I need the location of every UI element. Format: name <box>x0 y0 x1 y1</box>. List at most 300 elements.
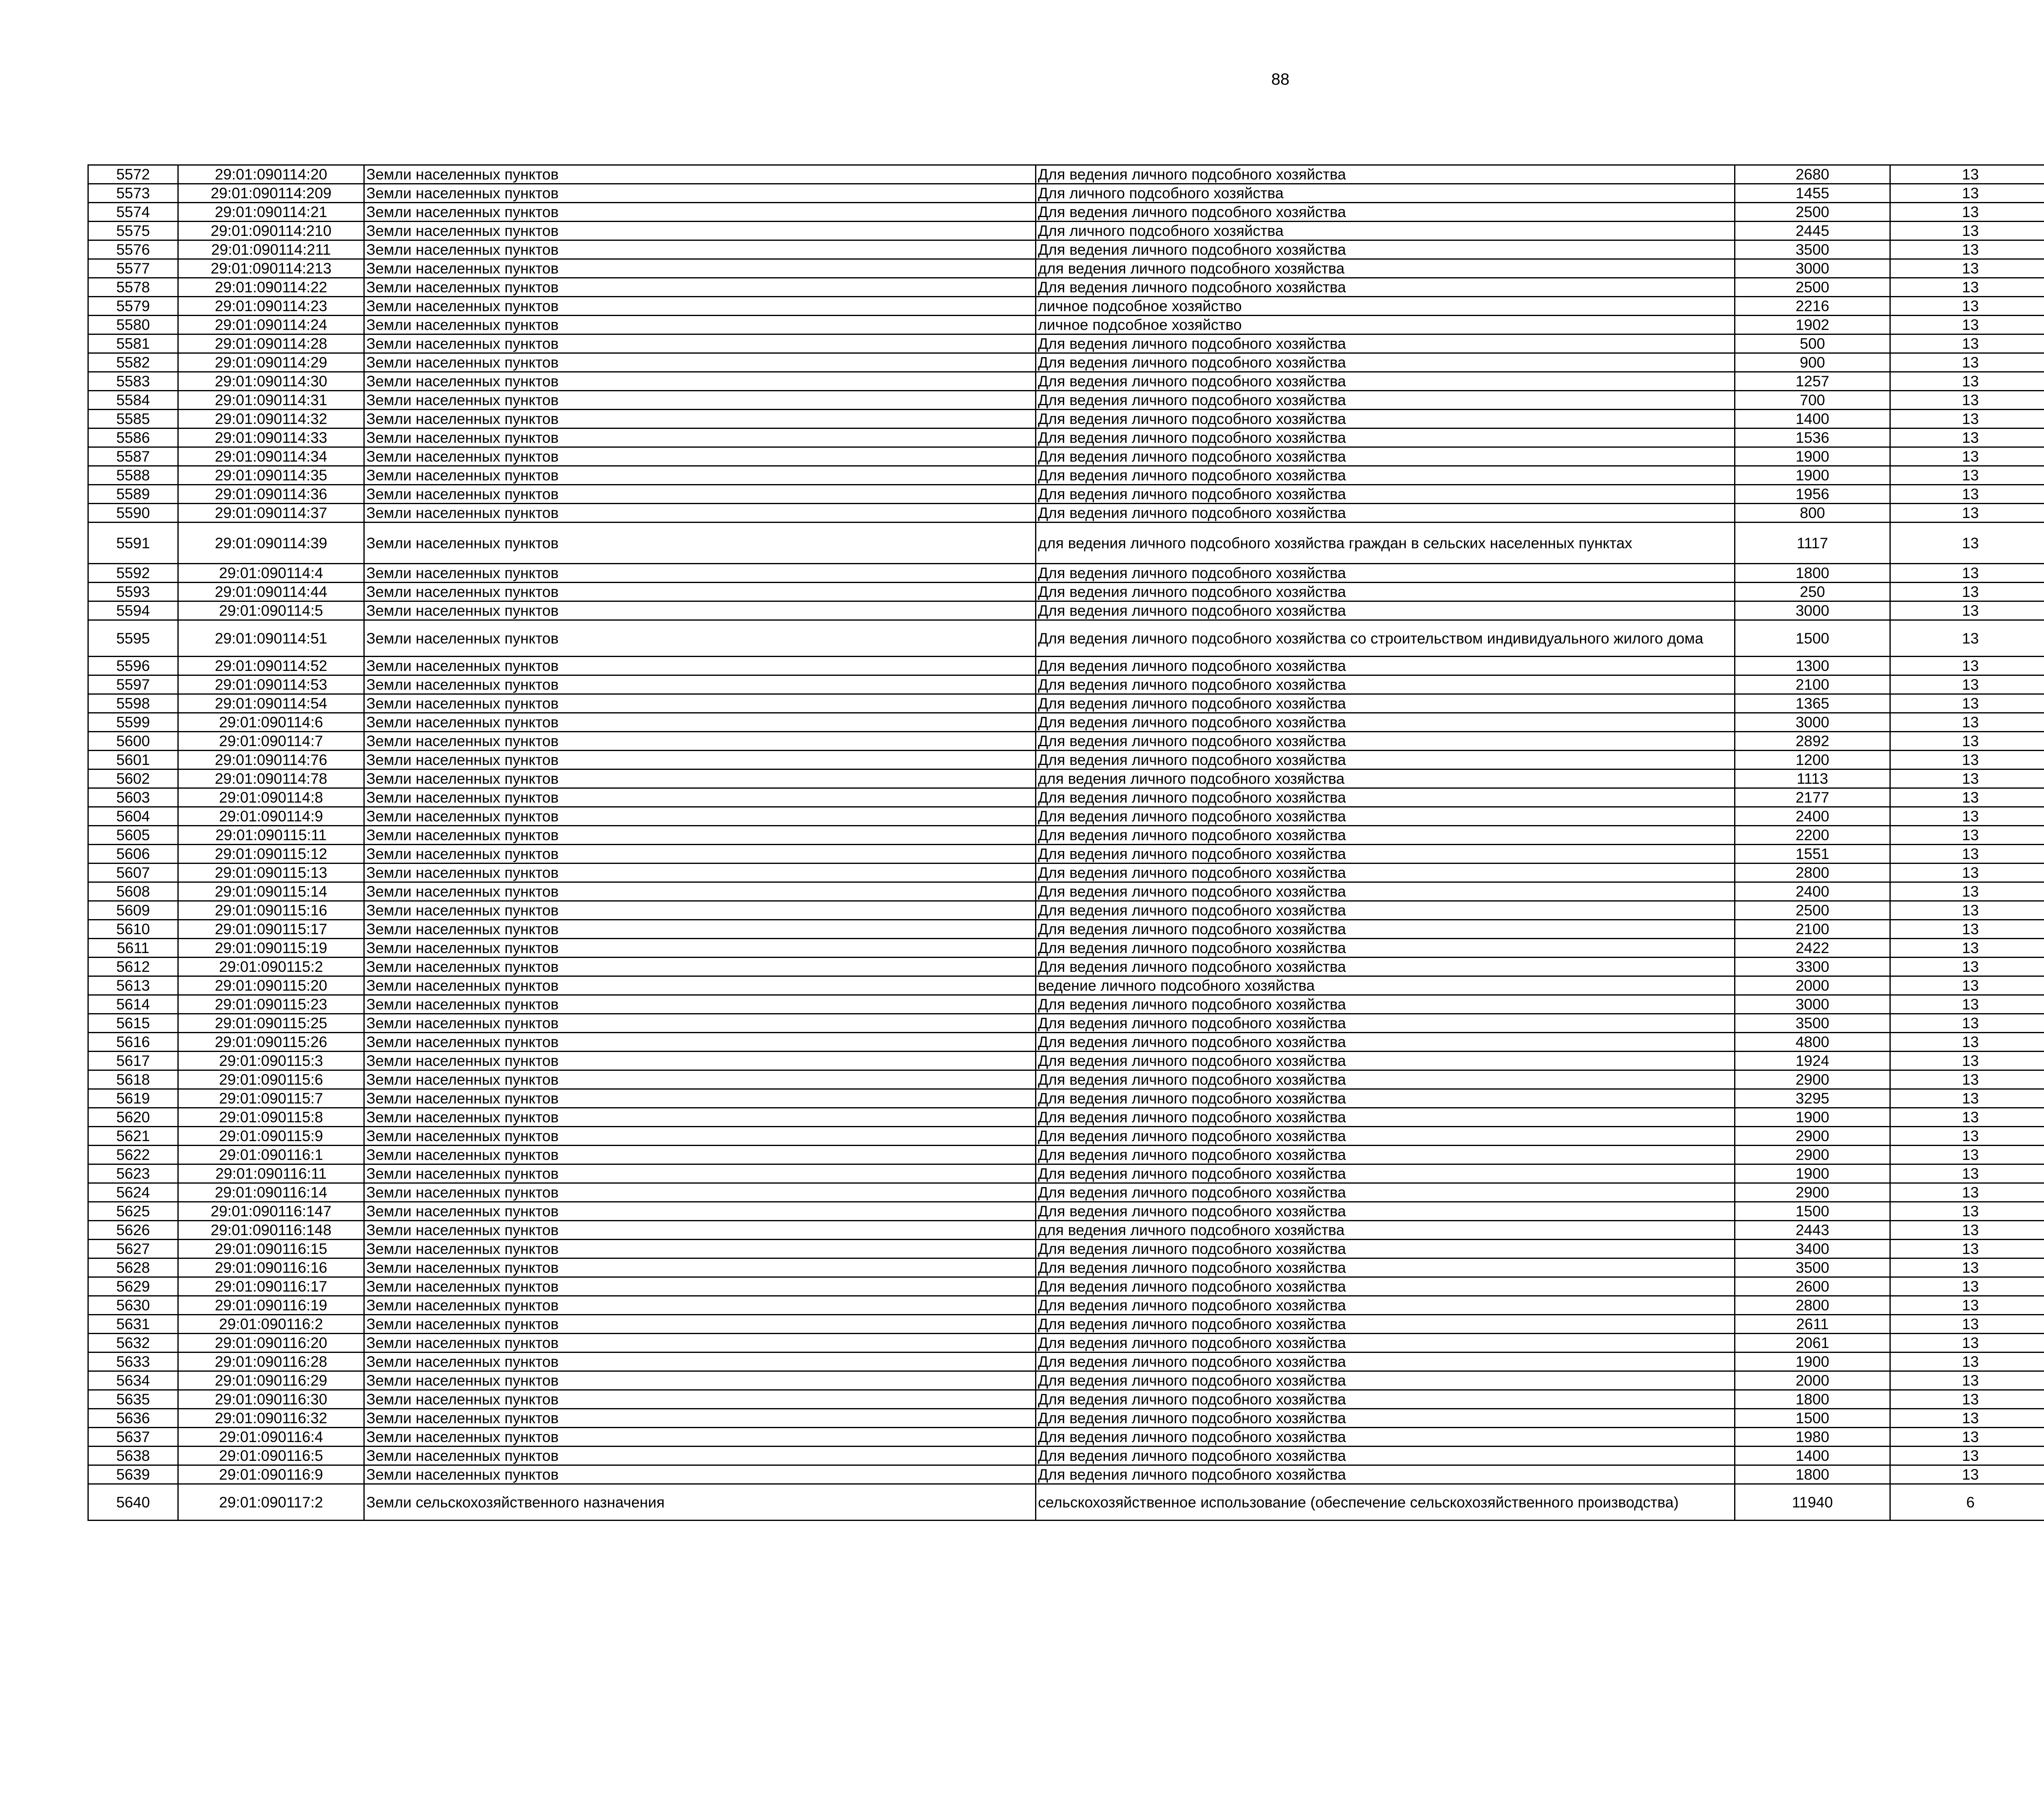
cell-land-category: Земли населенных пунктов <box>364 410 1036 428</box>
cell-land-category: Земли населенных пунктов <box>364 1221 1036 1240</box>
cell-permitted-use: Для ведения личного подсобного хозяйства <box>1036 1070 1735 1089</box>
table-row <box>88 1465 2044 1484</box>
cell-use-group: 13 <box>1890 504 2044 523</box>
cell-use-group: 13 <box>1890 920 2044 939</box>
cell-land-category: Земли населенных пунктов <box>364 1315 1036 1334</box>
cell-cadastral-number: 29:01:090115:26 <box>178 1033 364 1052</box>
cell-row-number: 5578 <box>88 278 178 297</box>
cell-cadastral-number: 29:01:090114:37 <box>178 504 364 523</box>
cell-area: 1500 <box>1735 1202 1890 1221</box>
cell-cadastral-number: 29:01:090114:31 <box>178 391 364 410</box>
cell-row-number: 5631 <box>88 1315 178 1334</box>
cell-land-category: Земли населенных пунктов <box>364 523 1036 564</box>
cell-row-number: 5612 <box>88 958 178 976</box>
cell-use-group: 13 <box>1890 1428 2044 1447</box>
cell-land-category: Земли населенных пунктов <box>364 1447 1036 1465</box>
cell-cadastral-number: 29:01:090115:12 <box>178 845 364 864</box>
cell-permitted-use: личное подсобное хозяйство <box>1036 316 1735 334</box>
cell-permitted-use: Для ведения личного подсобного хозяйства <box>1036 410 1735 428</box>
table-row <box>88 564 2044 583</box>
cell-row-number: 5629 <box>88 1277 178 1296</box>
table-row <box>88 995 2044 1014</box>
cell-permitted-use: Для ведения личного подсобного хозяйства <box>1036 391 1735 410</box>
cell-cadastral-number: 29:01:090116:19 <box>178 1296 364 1315</box>
cell-area: 2422 <box>1735 939 1890 958</box>
cell-permitted-use: Для ведения личного подсобного хозяйства <box>1036 751 1735 769</box>
cell-area: 2892 <box>1735 732 1890 751</box>
table-row <box>88 1315 2044 1334</box>
cell-area: 2800 <box>1735 864 1890 882</box>
cell-cadastral-number: 29:01:090115:20 <box>178 976 364 995</box>
cell-permitted-use: Для ведения личного подсобного хозяйства <box>1036 372 1735 391</box>
table-row <box>88 1183 2044 1202</box>
cell-land-category: Земли населенных пунктов <box>364 1089 1036 1108</box>
table-row <box>88 1258 2044 1277</box>
cell-cadastral-number: 29:01:090114:5 <box>178 601 364 620</box>
cell-use-group: 13 <box>1890 751 2044 769</box>
cell-permitted-use: личное подсобное хозяйство <box>1036 297 1735 316</box>
cell-row-number: 5598 <box>88 694 178 713</box>
cell-use-group: 13 <box>1890 713 2044 732</box>
cell-area: 250 <box>1735 583 1890 601</box>
cell-area: 2177 <box>1735 788 1890 807</box>
cell-land-category: Земли населенных пунктов <box>364 1033 1036 1052</box>
cell-cadastral-number: 29:01:090114:210 <box>178 222 364 240</box>
cell-use-group: 13 <box>1890 1070 2044 1089</box>
cell-cadastral-number: 29:01:090116:15 <box>178 1240 364 1258</box>
cell-use-group: 13 <box>1890 675 2044 694</box>
cell-use-group: 13 <box>1890 694 2044 713</box>
cell-use-group: 13 <box>1890 1352 2044 1371</box>
cell-cadastral-number: 29:01:090114:209 <box>178 184 364 203</box>
cell-use-group: 13 <box>1890 222 2044 240</box>
cell-area: 3000 <box>1735 259 1890 278</box>
cell-row-number: 5576 <box>88 240 178 259</box>
cell-area: 900 <box>1735 353 1890 372</box>
cell-permitted-use: Для личного подсобного хозяйства <box>1036 184 1735 203</box>
cell-area: 1900 <box>1735 447 1890 466</box>
cell-cadastral-number: 29:01:090114:54 <box>178 694 364 713</box>
cell-permitted-use: Для ведения личного подсобного хозяйства <box>1036 1052 1735 1070</box>
cell-cadastral-number: 29:01:090115:13 <box>178 864 364 882</box>
table-row <box>88 334 2044 353</box>
cell-row-number: 5575 <box>88 222 178 240</box>
cell-row-number: 5579 <box>88 297 178 316</box>
table-row <box>88 601 2044 620</box>
table-row <box>88 939 2044 958</box>
cell-use-group: 13 <box>1890 1258 2044 1277</box>
cell-land-category: Земли населенных пунктов <box>364 316 1036 334</box>
cell-area: 2680 <box>1735 165 1890 184</box>
cell-area: 2500 <box>1735 278 1890 297</box>
table-row <box>88 316 2044 334</box>
cell-land-category: Земли населенных пунктов <box>364 297 1036 316</box>
cell-row-number: 5627 <box>88 1240 178 1258</box>
table-row <box>88 751 2044 769</box>
cell-area: 2445 <box>1735 222 1890 240</box>
table-row <box>88 485 2044 504</box>
cell-area: 1400 <box>1735 410 1890 428</box>
cell-cadastral-number: 29:01:090115:6 <box>178 1070 364 1089</box>
cell-land-category: Земли населенных пунктов <box>364 1108 1036 1127</box>
cell-row-number: 5604 <box>88 807 178 826</box>
cell-use-group: 6 <box>1890 1484 2044 1521</box>
table-row <box>88 410 2044 428</box>
cell-permitted-use: Для ведения личного подсобного хозяйства <box>1036 466 1735 485</box>
cell-land-category: Земли населенных пунктов <box>364 1127 1036 1146</box>
cell-area: 3400 <box>1735 1240 1890 1258</box>
cell-row-number: 5600 <box>88 732 178 751</box>
cell-cadastral-number: 29:01:090116:9 <box>178 1465 364 1484</box>
cell-cadastral-number: 29:01:090115:23 <box>178 995 364 1014</box>
cell-area: 2500 <box>1735 203 1890 222</box>
cell-land-category: Земли населенных пунктов <box>364 620 1036 657</box>
cell-cadastral-number: 29:01:090116:20 <box>178 1334 364 1352</box>
table-row <box>88 620 2044 657</box>
cell-permitted-use: Для ведения личного подсобного хозяйства <box>1036 1296 1735 1315</box>
cell-cadastral-number: 29:01:090115:25 <box>178 1014 364 1033</box>
cell-area: 1500 <box>1735 1409 1890 1428</box>
cell-area: 3500 <box>1735 240 1890 259</box>
cell-land-category: Земли населенных пунктов <box>364 278 1036 297</box>
cell-cadastral-number: 29:01:090114:22 <box>178 278 364 297</box>
cell-use-group: 13 <box>1890 1465 2044 1484</box>
cell-row-number: 5640 <box>88 1484 178 1521</box>
table-row <box>88 1221 2044 1240</box>
cell-land-category: Земли населенных пунктов <box>364 976 1036 995</box>
cell-area: 1551 <box>1735 845 1890 864</box>
table-row <box>88 297 2044 316</box>
cell-cadastral-number: 29:01:090114:33 <box>178 428 364 447</box>
cell-use-group: 13 <box>1890 316 2044 334</box>
cell-land-category: Земли населенных пунктов <box>364 1258 1036 1277</box>
table-row <box>88 901 2044 920</box>
cell-land-category: Земли населенных пунктов <box>364 1277 1036 1296</box>
cell-permitted-use: Для ведения личного подсобного хозяйства <box>1036 1258 1735 1277</box>
cell-use-group: 13 <box>1890 1409 2044 1428</box>
cell-land-category: Земли населенных пунктов <box>364 769 1036 788</box>
cell-permitted-use: Для личного подсобного хозяйства <box>1036 222 1735 240</box>
cell-cadastral-number: 29:01:090114:20 <box>178 165 364 184</box>
cell-cadastral-number: 29:01:090114:6 <box>178 713 364 732</box>
cell-land-category: Земли населенных пунктов <box>364 675 1036 694</box>
cell-land-category: Земли населенных пунктов <box>364 1371 1036 1390</box>
cell-use-group: 13 <box>1890 523 2044 564</box>
cell-area: 1900 <box>1735 1108 1890 1127</box>
table-row <box>88 1127 2044 1146</box>
cell-use-group: 13 <box>1890 485 2044 504</box>
cell-land-category: Земли населенных пунктов <box>364 1014 1036 1033</box>
cell-area: 1365 <box>1735 694 1890 713</box>
table-row <box>88 504 2044 523</box>
table-row <box>88 1240 2044 1258</box>
cell-cadastral-number: 29:01:090115:3 <box>178 1052 364 1070</box>
cell-cadastral-number: 29:01:090116:11 <box>178 1164 364 1183</box>
cell-land-category: Земли населенных пунктов <box>364 1183 1036 1202</box>
cell-land-category: Земли населенных пунктов <box>364 732 1036 751</box>
cell-permitted-use: Для ведения личного подсобного хозяйства <box>1036 334 1735 353</box>
table-row <box>88 240 2044 259</box>
cell-land-category: Земли населенных пунктов <box>364 713 1036 732</box>
cell-permitted-use: сельскохозяйственное использование (обеспечение сельскохозяйственного производства) <box>1036 1484 1735 1521</box>
table-row <box>88 1014 2044 1033</box>
cell-cadastral-number: 29:01:090115:19 <box>178 939 364 958</box>
table-row <box>88 372 2044 391</box>
cell-area: 2100 <box>1735 675 1890 694</box>
cell-cadastral-number: 29:01:090117:2 <box>178 1484 364 1521</box>
cell-land-category: Земли населенных пунктов <box>364 165 1036 184</box>
cell-land-category: Земли населенных пунктов <box>364 751 1036 769</box>
cell-row-number: 5589 <box>88 485 178 504</box>
cell-use-group: 13 <box>1890 620 2044 657</box>
cell-cadastral-number: 29:01:090115:11 <box>178 826 364 845</box>
cell-cadastral-number: 29:01:090115:14 <box>178 882 364 901</box>
cell-land-category: Земли населенных пунктов <box>364 391 1036 410</box>
cell-cadastral-number: 29:01:090114:53 <box>178 675 364 694</box>
cell-cadastral-number: 29:01:090114:21 <box>178 203 364 222</box>
cell-land-category: Земли населенных пунктов <box>364 826 1036 845</box>
cell-area: 1902 <box>1735 316 1890 334</box>
table-row <box>88 1296 2044 1315</box>
table-row <box>88 826 2044 845</box>
table-row <box>88 976 2044 995</box>
table-row <box>88 788 2044 807</box>
cell-row-number: 5617 <box>88 1052 178 1070</box>
cell-land-category: Земли населенных пунктов <box>364 466 1036 485</box>
cell-area: 2000 <box>1735 1371 1890 1390</box>
cell-area: 2443 <box>1735 1221 1890 1240</box>
cell-cadastral-number: 29:01:090114:30 <box>178 372 364 391</box>
cell-permitted-use: Для ведения личного подсобного хозяйства <box>1036 1409 1735 1428</box>
cell-cadastral-number: 29:01:090115:17 <box>178 920 364 939</box>
cell-row-number: 5584 <box>88 391 178 410</box>
cell-permitted-use: Для ведения личного подсобного хозяйства <box>1036 564 1735 583</box>
cell-use-group: 13 <box>1890 391 2044 410</box>
cell-area: 1800 <box>1735 1390 1890 1409</box>
cell-land-category: Земли населенных пунктов <box>364 1465 1036 1484</box>
table-body <box>88 165 2044 1521</box>
cell-permitted-use: Для ведения личного подсобного хозяйства <box>1036 1428 1735 1447</box>
cell-permitted-use: Для ведения личного подсобного хозяйства со строительством индивидуального жилого дома <box>1036 620 1735 657</box>
cell-area: 2500 <box>1735 901 1890 920</box>
cell-use-group: 13 <box>1890 165 2044 184</box>
cell-area: 1900 <box>1735 1352 1890 1371</box>
cell-area: 2400 <box>1735 807 1890 826</box>
cell-permitted-use: Для ведения личного подсобного хозяйства <box>1036 1108 1735 1127</box>
cell-row-number: 5583 <box>88 372 178 391</box>
cell-permitted-use: Для ведения личного подсобного хозяйства <box>1036 1315 1735 1334</box>
cell-cadastral-number: 29:01:090115:16 <box>178 901 364 920</box>
cell-permitted-use: Для ведения личного подсобного хозяйства <box>1036 657 1735 675</box>
cell-use-group: 13 <box>1890 372 2044 391</box>
cell-permitted-use: Для ведения личного подсобного хозяйства <box>1036 428 1735 447</box>
cell-cadastral-number: 29:01:090116:32 <box>178 1409 364 1428</box>
cell-land-category: Земли населенных пунктов <box>364 222 1036 240</box>
cell-area: 1956 <box>1735 485 1890 504</box>
cell-land-category: Земли населенных пунктов <box>364 845 1036 864</box>
table-row <box>88 1334 2044 1352</box>
cell-use-group: 13 <box>1890 410 2044 428</box>
cell-row-number: 5638 <box>88 1447 178 1465</box>
cell-use-group: 13 <box>1890 1108 2044 1127</box>
table-row <box>88 732 2044 751</box>
table-row <box>88 1033 2044 1052</box>
cell-row-number: 5590 <box>88 504 178 523</box>
cell-land-category: Земли населенных пунктов <box>364 920 1036 939</box>
cell-use-group: 13 <box>1890 1447 2044 1465</box>
cell-row-number: 5603 <box>88 788 178 807</box>
cell-permitted-use: Для ведения личного подсобного хозяйства <box>1036 864 1735 882</box>
cell-use-group: 13 <box>1890 1390 2044 1409</box>
cell-area: 800 <box>1735 504 1890 523</box>
cell-permitted-use: для ведения личного подсобного хозяйства <box>1036 1221 1735 1240</box>
table-row <box>88 1277 2044 1296</box>
cell-permitted-use: Для ведения личного подсобного хозяйства <box>1036 1183 1735 1202</box>
table-row <box>88 807 2044 826</box>
cell-cadastral-number: 29:01:090116:17 <box>178 1277 364 1296</box>
cell-area: 1200 <box>1735 751 1890 769</box>
cell-cadastral-number: 29:01:090114:9 <box>178 807 364 826</box>
cell-area: 1455 <box>1735 184 1890 203</box>
table-row <box>88 523 2044 564</box>
cell-permitted-use: Для ведения личного подсобного хозяйства <box>1036 278 1735 297</box>
cell-permitted-use: Для ведения личного подсобного хозяйства <box>1036 240 1735 259</box>
cell-area: 3000 <box>1735 713 1890 732</box>
cell-row-number: 5593 <box>88 583 178 601</box>
cell-cadastral-number: 29:01:090114:34 <box>178 447 364 466</box>
cell-cadastral-number: 29:01:090116:4 <box>178 1428 364 1447</box>
table-row <box>88 920 2044 939</box>
cell-area: 11940 <box>1735 1484 1890 1521</box>
cell-cadastral-number: 29:01:090114:76 <box>178 751 364 769</box>
cell-land-category: Земли населенных пунктов <box>364 1164 1036 1183</box>
cell-permitted-use: Для ведения личного подсобного хозяйства <box>1036 901 1735 920</box>
cell-use-group: 13 <box>1890 1146 2044 1164</box>
table-row <box>88 1409 2044 1428</box>
table-row <box>88 259 2044 278</box>
cell-permitted-use: Для ведения личного подсобного хозяйства <box>1036 1202 1735 1221</box>
cell-area: 1257 <box>1735 372 1890 391</box>
cell-permitted-use: Для ведения личного подсобного хозяйства <box>1036 732 1735 751</box>
cell-area: 2900 <box>1735 1146 1890 1164</box>
cell-use-group: 13 <box>1890 939 2044 958</box>
cell-land-category: Земли населенных пунктов <box>364 657 1036 675</box>
cell-permitted-use: Для ведения личного подсобного хозяйства <box>1036 920 1735 939</box>
cell-use-group: 13 <box>1890 1052 2044 1070</box>
cell-cadastral-number: 29:01:090114:4 <box>178 564 364 583</box>
cell-area: 2216 <box>1735 297 1890 316</box>
cell-land-category: Земли населенных пунктов <box>364 564 1036 583</box>
cell-land-category: Земли населенных пунктов <box>364 583 1036 601</box>
table-row <box>88 1390 2044 1409</box>
cell-land-category: Земли населенных пунктов <box>364 259 1036 278</box>
cell-permitted-use: Для ведения личного подсобного хозяйства <box>1036 447 1735 466</box>
cell-permitted-use: Для ведения личного подсобного хозяйства <box>1036 504 1735 523</box>
cell-use-group: 13 <box>1890 1221 2044 1240</box>
cell-cadastral-number: 29:01:090114:24 <box>178 316 364 334</box>
cell-land-category: Земли населенных пунктов <box>364 353 1036 372</box>
cell-cadastral-number: 29:01:090116:14 <box>178 1183 364 1202</box>
cell-permitted-use: Для ведения личного подсобного хозяйства <box>1036 713 1735 732</box>
cell-use-group: 13 <box>1890 1371 2044 1390</box>
table-row <box>88 184 2044 203</box>
cell-use-group: 13 <box>1890 583 2044 601</box>
cell-row-number: 5615 <box>88 1014 178 1033</box>
cell-permitted-use: Для ведения личного подсобного хозяйства <box>1036 583 1735 601</box>
cell-area: 2100 <box>1735 920 1890 939</box>
cell-permitted-use: Для ведения личного подсобного хозяйства <box>1036 939 1735 958</box>
cell-use-group: 13 <box>1890 732 2044 751</box>
cell-area: 1900 <box>1735 1164 1890 1183</box>
cell-row-number: 5622 <box>88 1146 178 1164</box>
cell-permitted-use: Для ведения личного подсобного хозяйства <box>1036 882 1735 901</box>
cell-cadastral-number: 29:01:090114:211 <box>178 240 364 259</box>
cell-row-number: 5586 <box>88 428 178 447</box>
cell-cadastral-number: 29:01:090116:148 <box>178 1221 364 1240</box>
cell-area: 700 <box>1735 391 1890 410</box>
cell-area: 2061 <box>1735 1334 1890 1352</box>
cell-permitted-use: Для ведения личного подсобного хозяйства <box>1036 353 1735 372</box>
table-row <box>88 1089 2044 1108</box>
cell-land-category: Земли населенных пунктов <box>364 1296 1036 1315</box>
cell-use-group: 13 <box>1890 864 2044 882</box>
cell-permitted-use: для ведения личного подсобного хозяйства <box>1036 769 1735 788</box>
cell-use-group: 13 <box>1890 1277 2044 1296</box>
cell-permitted-use: Для ведения личного подсобного хозяйства <box>1036 601 1735 620</box>
cell-row-number: 5574 <box>88 203 178 222</box>
cell-row-number: 5587 <box>88 447 178 466</box>
page-number: 88 <box>1271 70 1290 88</box>
cell-area: 2200 <box>1735 826 1890 845</box>
cell-use-group: 13 <box>1890 240 2044 259</box>
cell-land-category: Земли населенных пунктов <box>364 1146 1036 1164</box>
cell-row-number: 5606 <box>88 845 178 864</box>
cell-row-number: 5605 <box>88 826 178 845</box>
cell-permitted-use: Для ведения личного подсобного хозяйства <box>1036 1371 1735 1390</box>
cell-cadastral-number: 29:01:090115:7 <box>178 1089 364 1108</box>
cell-area: 3000 <box>1735 995 1890 1014</box>
table-row <box>88 222 2044 240</box>
cell-row-number: 5624 <box>88 1183 178 1202</box>
cell-row-number: 5634 <box>88 1371 178 1390</box>
cell-permitted-use: Для ведения личного подсобного хозяйства <box>1036 826 1735 845</box>
cell-use-group: 13 <box>1890 1334 2044 1352</box>
cell-land-category: Земли населенных пунктов <box>364 694 1036 713</box>
cell-use-group: 13 <box>1890 466 2044 485</box>
cell-row-number: 5592 <box>88 564 178 583</box>
cell-land-category: Земли населенных пунктов <box>364 1070 1036 1089</box>
table-row <box>88 769 2044 788</box>
cell-row-number: 5623 <box>88 1164 178 1183</box>
table-row <box>88 447 2044 466</box>
cell-row-number: 5621 <box>88 1127 178 1146</box>
cell-row-number: 5632 <box>88 1334 178 1352</box>
table-row <box>88 1052 2044 1070</box>
cell-area: 1924 <box>1735 1052 1890 1070</box>
cell-cadastral-number: 29:01:090116:16 <box>178 1258 364 1277</box>
cell-row-number: 5596 <box>88 657 178 675</box>
cell-area: 2900 <box>1735 1070 1890 1089</box>
cell-area: 2900 <box>1735 1183 1890 1202</box>
cell-permitted-use: Для ведения личного подсобного хозяйства <box>1036 807 1735 826</box>
table-row <box>88 1447 2044 1465</box>
cell-use-group: 13 <box>1890 958 2044 976</box>
cell-area: 1800 <box>1735 1465 1890 1484</box>
cell-land-category: Земли населенных пунктов <box>364 1202 1036 1221</box>
cell-use-group: 13 <box>1890 1033 2044 1052</box>
cell-permitted-use: Для ведения личного подсобного хозяйства <box>1036 845 1735 864</box>
cell-permitted-use: Для ведения личного подсобного хозяйства <box>1036 788 1735 807</box>
